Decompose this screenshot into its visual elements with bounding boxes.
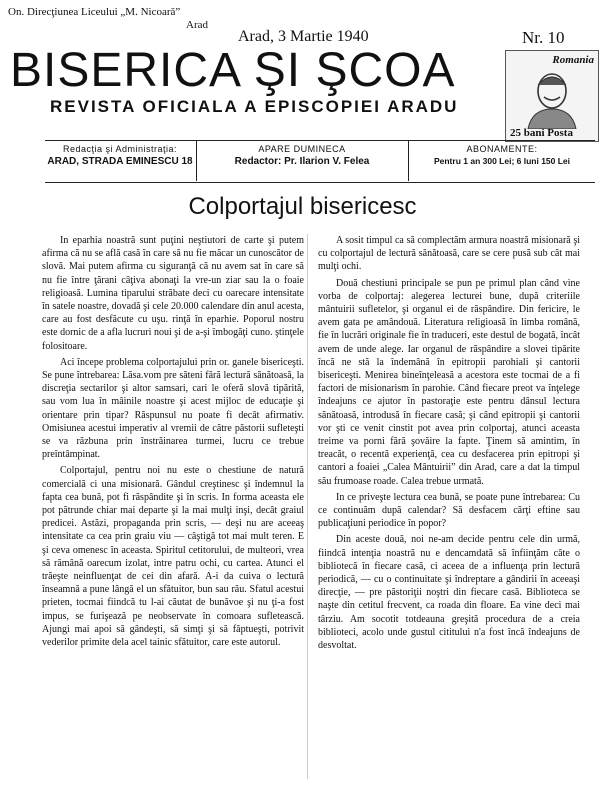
issue-number: Nr. 10 <box>522 28 565 47</box>
paragraph: In ce priveşte lectura cea bună, se poate pune întrebarea: Cu ce continuăm după calendar? Să desfacem cărţi eftine sau publicaţiuni periodice în popor? <box>318 491 580 530</box>
administration-cell <box>45 143 195 168</box>
column-divider <box>307 234 308 779</box>
stamp-portrait-icon <box>520 65 584 129</box>
paragraph: Colportajul, pentru noi nu este o chestiune de natură comercială ci una misionară. Gândul creştinesc şi îndemnul la fapta cea bună, pot fi răspândite şi în scris. In forma aceasta ele pot pătrunde chiar mai departe şi la mai mulţi inşi, decât graiul predicei. Astăzi, propaganda prin scris, — deşi nu are aceeaş intensitate ca cea prin graiu viu — câştigă tot mai mult teren. E şi ceva omenesc în aceasta. Spiritul cetitorului, de multeori, vrea să rămână oarecum izolat, intre patru ochi, cu cartea. Atunci el trăeşte neinfluenţat de cei din afară. A-i da cuiva o lectură înseamnă a pune lângă el un sfătuitor, bun sau rău. Sfatul acestui prieten, tocmai fiindcă tu l-ai căutat de bunăvoe şi nu ţi-a fost impus, se furişează pe neobservate în comoara sufletească. Ajungi mai apoi să gândeşti, să simţi şi să făptueşti, potrivit vederilor primite dela acel tainic sfătuitor, care este autorul. <box>42 465 304 649</box>
stamp-country: Romania <box>552 54 594 66</box>
header-rule-bottom <box>45 182 595 183</box>
masthead-title: BISERICA ŞI ŞCOA <box>10 46 456 96</box>
subscriptions-prices: Pentru 1 an 300 Lei; 6 luni 150 Lei <box>433 156 571 166</box>
paragraph: A sosit timpul ca să complectăm armura noastră misionară şi cu colportajul de lectură sănătoasă, care se cere pusă sub cât mai mulţi ochi. <box>318 235 580 273</box>
paragraph: Din aceste două, noi ne-am decide pentru cele din urmă, fiindcă intenţia noastră nu e dencamdată să înfiinţăm câte o bibliotecă în fiecare casă, ci aceea de a influenţa prin lectură periodică, — cu o continuitate şi îndreptare a gândirii în aceeaşi direcţie, — pre păstoriţii noştri din fiecare casă. Biblioteca se naşte din cetitul frecvent, ca roada din floare. Ea vine deci mai târziu. Am socotit totdeauna greşită procedura de a creia biblioteci, acolo unde gustul cititului n'a fost încă îndeajuns de desvoltat. <box>318 534 580 652</box>
masthead-subtitle: REVISTA OFICIALA A EPISCOPIEI ARADU <box>50 97 459 116</box>
dedication-line-2: Arad <box>186 19 208 31</box>
administration-label: Redacţia şi Administraţia: <box>62 144 178 154</box>
issue-date: Arad, 3 Martie 1940 <box>238 28 369 45</box>
paragraph: In eparhia noastră sunt puţini neştiutori de carte şi putem afirma că nu se află casă în care să nu fie măcar un cunoscător de slovă. Mai putem afirma cu siguranţă că nu avem sat în care să nu fie între ţărani câţiva abonaţi la vre-un ziar sau la o foaie religioasă. Lumina tiparului străbate deci cu oarecare intensitate în satele noastre, dovadă şi cele 20.000 calendare din anul acesta, care au fost desfăcute cu uşu. rinţă în eparhie. Poporul nostru este dornic de a afla lucruri noui şi de a-şi îmbogăţi cuno. ştinţele folositoare. <box>42 235 304 352</box>
info-bar <box>45 141 595 181</box>
stamp-value: 25 bani Posta <box>510 127 573 139</box>
article-column-right <box>318 234 580 655</box>
article-column-left <box>42 234 304 652</box>
schedule-label: APARE DUMINECA <box>258 144 346 154</box>
administration-address: ARAD, STRADA EMINESCU 18 <box>47 156 193 167</box>
postage-stamp <box>505 50 599 142</box>
editor-name: Redactor: Pr. Ilarion V. Felea <box>234 156 370 167</box>
dedication-note <box>8 6 238 32</box>
dedication-line-1: On. Direcţiunea Liceului „M. Nicoară” <box>8 6 181 18</box>
paragraph: Două chestiuni principale se pun pe primul plan când vine vorba de colportaj: alegerea lecturei bune, după criteriile mântuirii sufletelor, şi organul ei de răspândire. Din fericire, le avem gata pe amândouă. Literatura religioasă în limba română, fie în lucrări originale fie în traduceri, este destul de bogată, încât avem de unde alege. Iar organul de răspândire a slovei tipărite încă ne stă la îndemână în epitropii parohiali şi cantorii bisericeşti. Menirea bineînţeleasă a acestora este tocmai de a fi factori de misionarism în parohie. Când fiecare preot va înţelege îndeajuns ce ajutor în pastoraţie este pentru dânsul lectura sănătoasă, introdusă în fiecare casă; şi când epitropii şi cantorii vor şti ce venit cinstit pot avea prin colportaj, atunci aceasta treime va porni fără şovăire la fapte. Ţinem să amintim, în treacăt, o recentă experienţă, cea cu desfacerea prin epitropi şi cantori a foaiei „Calea Mântuirii” din Arad, care a dat la timpul său frumoase roade. Calea trebue urmată. <box>318 277 580 487</box>
subscriptions-cell <box>409 143 595 168</box>
paragraph: Aci începe problema colportajului prin or. ganele bisericeşti. Se pune întrebarea: Lăsa.vom pre săteni fără lectură sănătoasă, la discreţia sectarilor şi altor samsari, cari le oferă slovă tipărită, sau vom lua în mâinile noastre şi acest mijloc de educaţie şi orientare prin tipar? Răspunsul nu poate fi decât afirmativ. Omisiunea acestui imperativ al vremii de către păstorii sufleteşti se va răzbuna prin înstrăinarea turmei, lucru ce trebue preîntâmpinat. <box>42 356 304 461</box>
schedule-cell <box>197 143 407 168</box>
article-title: Colportajul bisericesc <box>188 193 417 220</box>
subscriptions-label: ABONAMENTE: <box>466 144 538 154</box>
